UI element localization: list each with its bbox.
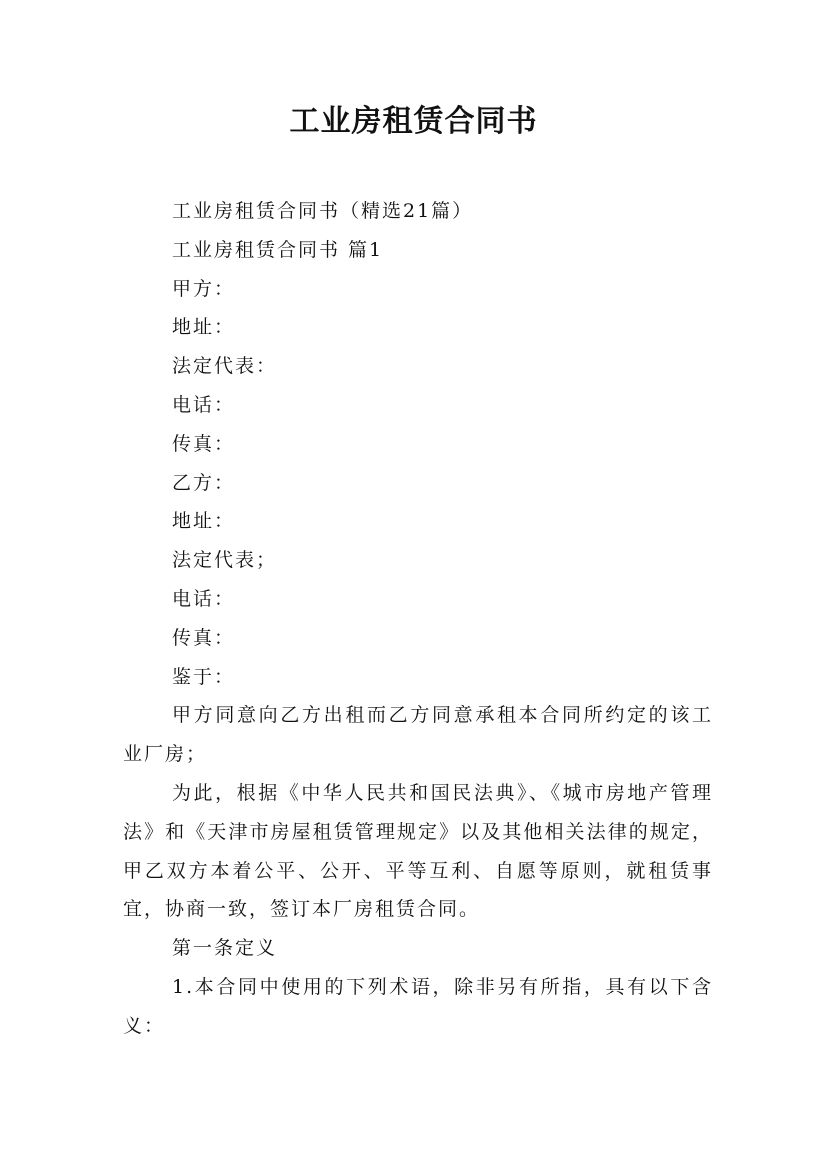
basis-paragraph: 为此，根据《中华人民共和国民法典》、《城市房地产管理法》和《天津市房屋租赁管理规定》以及其他相关法律的规定，甲乙双方本着公平、公开、平等互利、自愿等原则，就租赁事宜，协商一致，签订本厂房租赁合同。 [123, 781, 713, 921]
party-a-phone-label: 电话： [172, 393, 236, 416]
party-b-phone-label: 电话： [172, 587, 236, 610]
section-heading: 工业房租赁合同书 篇1 [172, 238, 384, 261]
party-b-label: 乙方： [172, 471, 236, 494]
party-b-fax-label: 传真： [172, 626, 236, 649]
document-body [123, 192, 713, 1046]
whereas-paragraph: 甲方同意向乙方出租而乙方同意承租本合同所约定的该工业厂房； [123, 704, 713, 766]
document-title: 工业房租赁合同书 [289, 104, 538, 139]
party-a-address-label: 地址： [172, 316, 236, 339]
party-a-label: 甲方： [172, 277, 236, 300]
party-b-address-label: 地址： [172, 510, 236, 533]
whereas-label: 鉴于： [172, 665, 236, 688]
party-a-fax-label: 传真： [172, 432, 236, 455]
document-subtitle: 工业房租赁合同书（精选21篇） [172, 200, 474, 222]
article-one-heading: 第一条定义 [172, 937, 278, 960]
party-a-legal-rep-label: 法定代表： [172, 355, 278, 378]
definition-paragraph: 1.本合同中使用的下列术语，除非另有所指，具有以下含义： [123, 975, 713, 1037]
party-b-legal-rep-label: 法定代表； [172, 549, 278, 572]
